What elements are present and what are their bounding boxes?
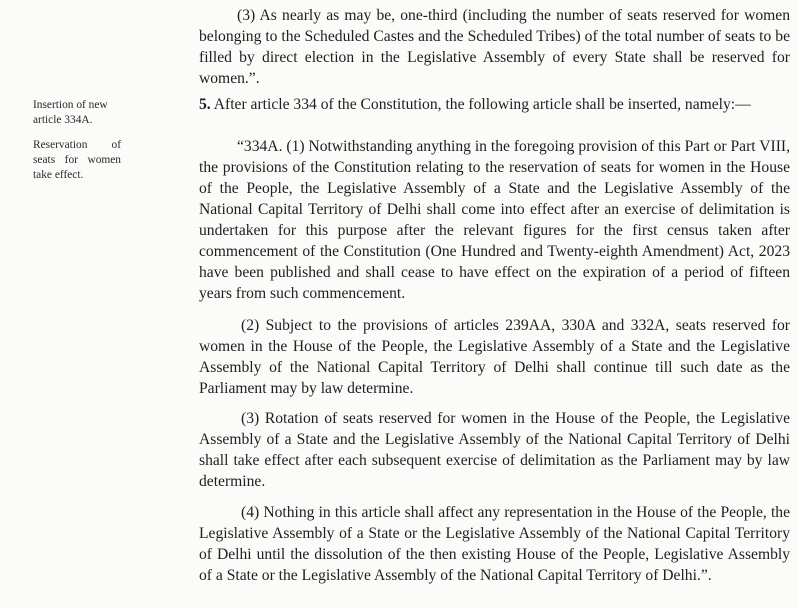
- article-334a-clause-2: (2) Subject to the provisions of articles 239AA, 330A and 332A, seats reserved for women in the House of the People, the Legislative Assembly of a State and the Legislative Assembly of the National Capital Territory of Delhi shall continue till such date as the Parliament may by law determine.: [199, 317, 790, 397]
- article-334a-clause-4: (4) Nothing in this article shall affect any representation in the House of the People, the Legislative Assembly of a State or the Legislative Assembly of the National Capital Territory of Delhi until the dissolution of the then existing House of the People, Legislative Assembly of a State or the Legislative Assembly of the National Capital Territory of Delhi.”.: [199, 504, 790, 584]
- side-note-insertion: Insertion of new article 334A.: [33, 99, 108, 126]
- article-334a-clause-1: “334A. (1) Notwithstanding anything in the foregoing provision of this Part or Part VIII, the provisions of the Constitution relating to the reservation of seats for women in the House of the People, the Legislative Assembly of a State and the Legislative Assembly of the National Capital Territory of Delhi shall come into effect after an exercise of delimitation is undertaken for this purpose after the relevant figures for the first census taken after commencement of the Constitution (One Hundred and Twenty-eighth Amendment) Act, 2023 have been published and shall cease to have effect on the expiration of a period of fifteen years from such commencement.: [199, 138, 790, 302]
- clause-3-continuation: (3) As nearly as may be, one-third (including the number of seats reserved for women belonging to the Scheduled Castes and the Scheduled Tribes) of the total number of seats to be filled by direct election in the Legislative Assembly of every State shall be reserved for women.”.: [199, 7, 790, 87]
- section-number: 5.: [199, 96, 211, 113]
- section-text: After article 334 of the Constitution, the following article shall be inserted, namely:—: [213, 96, 751, 113]
- side-note-reservation: Reservation of seats for women take effect.: [33, 139, 121, 181]
- article-334a-clause-3: (3) Rotation of seats reserved for women in the House of the People, the Legislative Assembly of a State and the Legislative Assembly of the National Capital Territory of Delhi shall take effect after each subsequent exercise of delimitation as the Parliament may by law determine.: [199, 410, 790, 490]
- section-5-heading: [199, 94, 790, 115]
